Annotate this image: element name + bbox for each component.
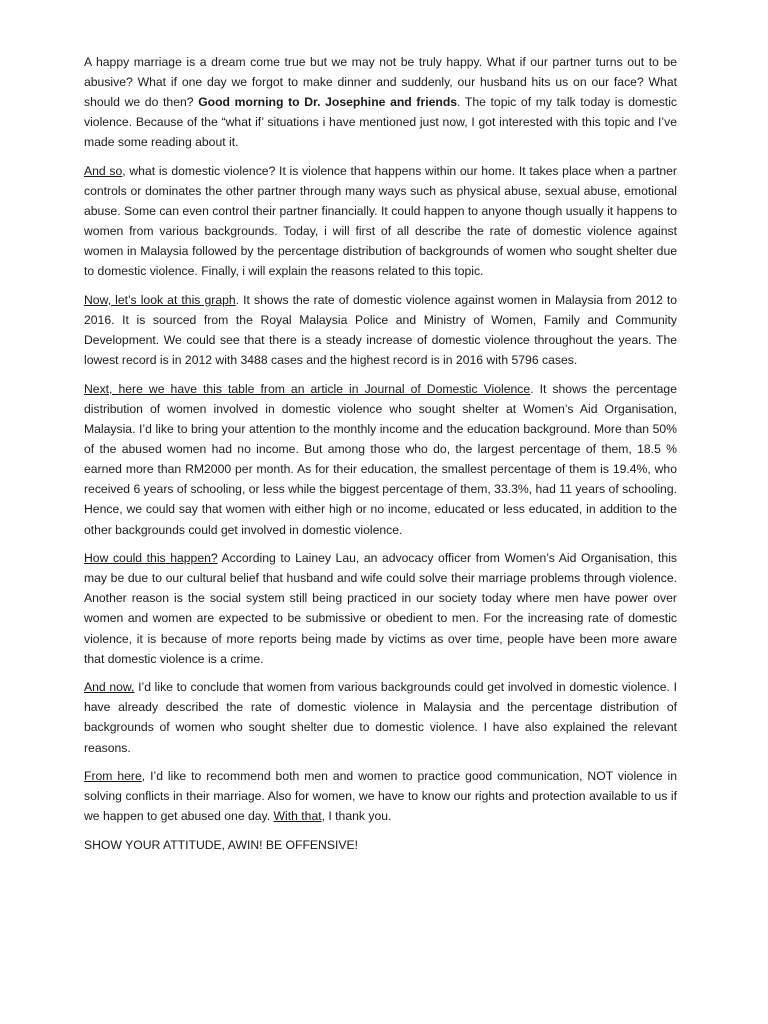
greeting-text: Good morning to Dr. Josephine and friends (198, 95, 458, 110)
table-text: . It shows the percentage distribution of women involved in domestic violence who sought shelter at Women’s Aid Organisation, Malaysia. I’d like to bring your attention to the monthly income and the education background. More than 50% of the abused women had no income. But among those who do, the largest percentage of them, 18.5 % earned more than RM2000 per month. As for their education, the smallest percentage of them is 19.4%, who received 6 years of schooling, or less while the biggest percentage of them, 33.3%, had 11 years of schooling. Hence, we could say that women with either high or no income, educated or less educated, in addition to the other backgrounds could get involved in domestic violence. (84, 381, 677, 537)
intro-text: A happy marriage is a dream come true but we may not be truly happy. What if our partner turns out to be abusive? What if one day we forgot to make dinner and suddenly, our husband hits us on our face? What should we do then? (84, 55, 677, 110)
reasons-paragraph (84, 548, 677, 669)
recommendation-text: , I’d like to recommend both men and women to practice good communication, NOT violence in solving conflicts in their marriage. Also for women, we have to know our rights and protection available to us if we happen to get abused one day. (84, 769, 678, 824)
speech-document (84, 52, 677, 855)
reasons-text: According to Lainey Lau, an advocacy officer from Women’s Aid Organisation, this may be due to our cultural belief that husband and wife could solve their marriage problems through violence. Another reason is the social system still being practiced in our society today where men have power over women and women are expected to be submissive or obedient to men. For the increasing rate of domestic violence, it is because of more reports being made by victims as over time, people have been more aware that domestic violence is a crime. (84, 551, 677, 666)
definition-lead: And so (84, 163, 123, 178)
topic-text: . The topic of my talk today is domestic violence. Because of the “what if’ situations i have mentioned just now, I got interested with this topic and I’ve made some reading about it. (84, 95, 677, 150)
conclusion-paragraph (84, 677, 677, 757)
conclusion-lead: And now, (84, 680, 135, 695)
conclusion-text: I’d like to conclude that women from various backgrounds could get involved in domestic violence. I have already described the rate of domestic violence in Malaysia and the percentage distribution of backgrounds of women who sought shelter due to domestic violence. I have also explained the relevant reasons. (84, 680, 677, 755)
graph-text: . It shows the rate of domestic violence against women in Malaysia from 2012 to 2016. It is sourced from the Royal Malaysia Police and Ministry of Women, Family and Community Development. We could see that there is a steady increase of domestic violence throughout the years. The lowest record is in 2012 with 3488 cases and the highest record is in 2016 with 5796 cases. (84, 293, 678, 368)
recommendation-paragraph (84, 766, 677, 826)
closing-line: SHOW YOUR ATTITUDE, AWIN! BE OFFENSIVE! (84, 837, 359, 852)
table-lead: Next, here we have this table from an article in Journal of Domestic Violence (84, 381, 531, 396)
definition-text: , what is domestic violence? It is violence that happens within our home. It takes place when a partner controls or dominates the other partner through many ways such as physical abuse, sexual abuse, emotional abuse. Some can even control their partner financially. It could happen to anyone though usually it happens to women from various backgrounds. Today, i will first of all describe the rate of domestic violence against women in Malaysia followed by the percentage distribution of backgrounds of women who sought shelter due to domestic violence. Finally, i will explain the reasons related to this topic. (84, 163, 677, 279)
intro-paragraph (84, 52, 677, 152)
graph-lead: Now, let’s look at this graph (84, 293, 236, 308)
thanks-lead: With that (273, 809, 322, 824)
table-paragraph (84, 379, 677, 540)
thanks-text: , I thank you. (321, 809, 392, 824)
recommendation-lead: From here (84, 769, 142, 784)
definition-paragraph (84, 161, 677, 282)
graph-paragraph (84, 290, 677, 370)
reasons-lead: How could this happen? (84, 551, 218, 566)
